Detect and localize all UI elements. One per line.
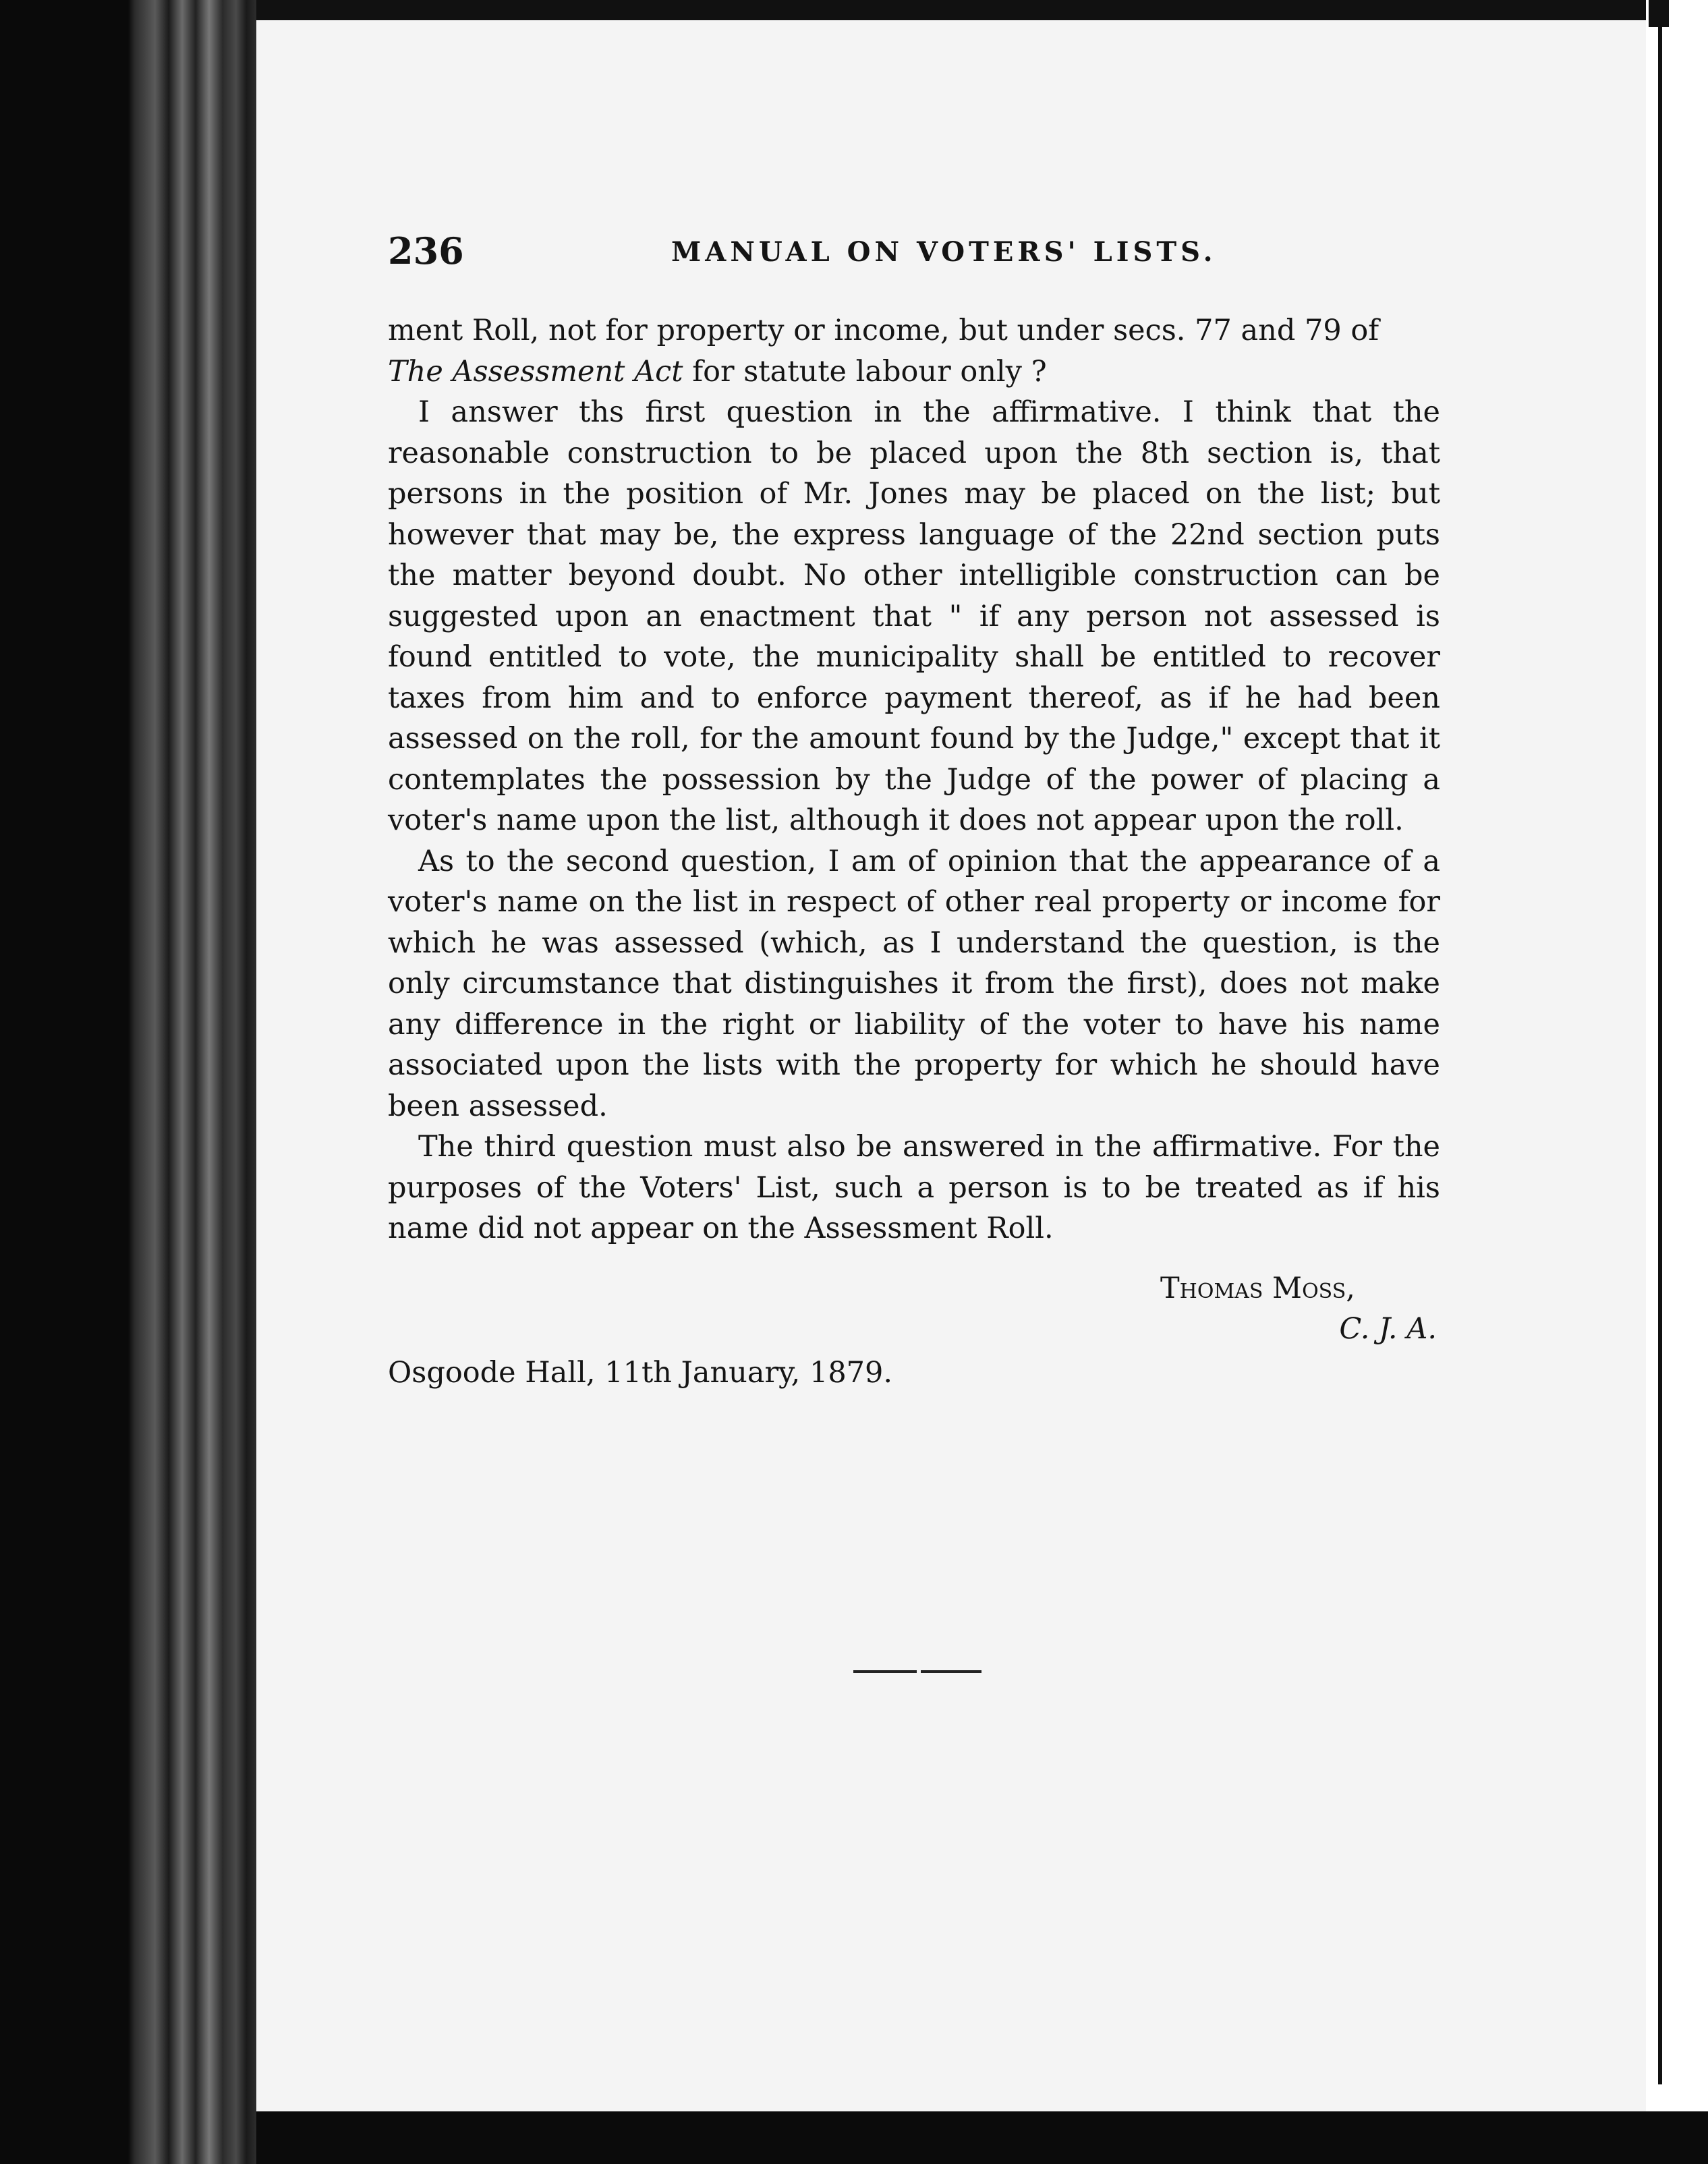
book-spine-edge: [0, 0, 256, 2164]
right-edge-rule: [1658, 27, 1662, 2084]
paragraph-4: The third question must also be answered in the affirmative. For the purposes of the Voters' List, such a person is to be treated as if his name did not appear on the Assessment Roll.: [388, 1130, 1440, 1245]
paragraph-1-end: for statute labour only ?: [683, 354, 1047, 389]
end-rule-gap: [917, 1670, 921, 1673]
paragraph-2: I answer ths first question in the affirmative. I think that the reasonable construction to be placed upon the 8th section is, that persons in the position of Mr. Jones may be placed on the list; but however that may be, the express language of the 22nd section puts the matter beyond doubt. No other intelligible construction can be suggested upon an enactment that " if any person not assessed is found entitled to vote, the municipality shall be entitled to recover taxes from him and to enforce payment thereof, as if he had been assessed on the roll, for the amount found by the Judge," except that it contemplates the possession by the Judge of the power of placing a voter's name upon the list, although it does not appear upon the roll.: [388, 395, 1440, 837]
signatory-name: Thomas Moss,: [1160, 1272, 1355, 1305]
right-page-edge: [1646, 0, 1708, 2164]
top-page-edge: [256, 0, 1666, 20]
signature-block: [1160, 1268, 1444, 1349]
paragraph-1: [388, 310, 1440, 392]
end-rule-divider: [853, 1670, 981, 1673]
page-header: [388, 229, 1440, 283]
place-and-date: Osgoode Hall, 11th January, 1879.: [388, 1356, 893, 1390]
paragraph-1-start: ment Roll, not for property or income, but under secs. 77 and 79 of: [388, 314, 1379, 347]
right-edge-shadow: [1649, 0, 1669, 27]
running-title: MANUAL ON VOTERS' LISTS.: [671, 236, 1217, 268]
bottom-page-edge: [256, 2111, 1708, 2164]
act-title: The Assessment Act: [388, 354, 683, 389]
page-number: 236: [388, 229, 464, 273]
signatory-title: C. J. A.: [1339, 1312, 1437, 1346]
paragraph-3: As to the second question, I am of opinion that the appearance of a voter's name on the list in respect of other real property or income for which he was assessed (which, as I understand the question, is the only circumstance that distinguishes it from the first), does not make any difference in the right or liability of the voter to have his name associated upon the lists with the property for which he should have been assessed.: [388, 844, 1440, 1123]
body-text: [388, 310, 1440, 1249]
